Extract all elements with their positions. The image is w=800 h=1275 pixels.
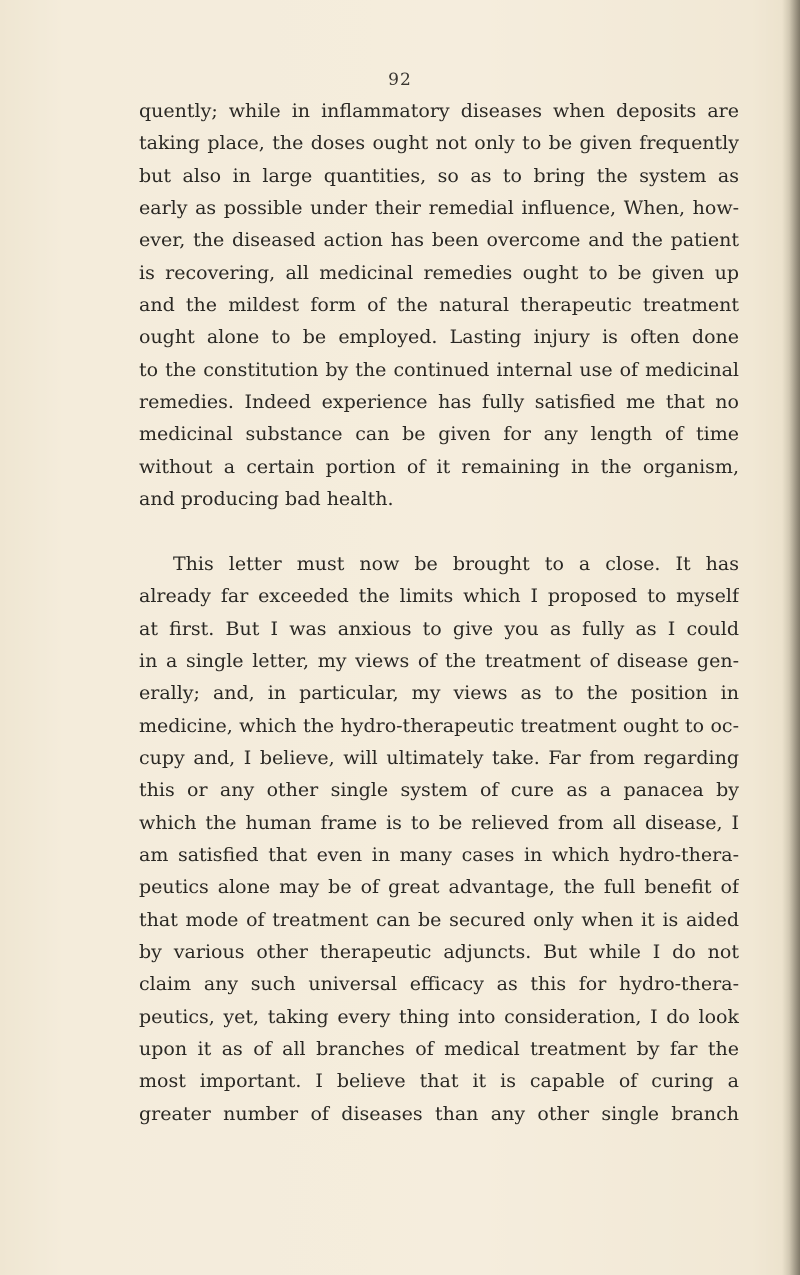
text-line: is recovering, all medicinal remedies ought to be given up — [139, 261, 739, 284]
text-line: without a certain portion of it remaining in the organism, — [139, 455, 739, 478]
text-line: medicine, which the hydro-therapeutic treatment ought to oc- — [139, 714, 739, 737]
page-number: 92 — [388, 70, 412, 90]
text-line: medicinal substance can be given for any length of time — [139, 423, 739, 446]
text-line: taking place, the doses ought not only to be given frequently — [139, 132, 739, 155]
text-line: at first. But I was anxious to give you as fully as I could — [139, 617, 739, 640]
text-line: quently; while in inflammatory diseases when deposits are — [139, 100, 739, 122]
text-line: this or any other single system of cure as a panacea by — [139, 779, 739, 802]
text-line: peutics, yet, taking every thing into consideration, I do look — [139, 1005, 739, 1028]
text-line: early as possible under their remedial influence, When, how- — [139, 197, 739, 220]
text-line: claim any such universal efficacy as this for hydro-thera- — [139, 973, 739, 996]
text-line: peutics alone may be of great advantage, the full benefit of — [139, 876, 739, 899]
text-line: already far exceeded the limits which I proposed to myself — [139, 585, 739, 608]
text-line: and producing bad health. — [139, 488, 394, 511]
text-line: remedies. Indeed experience has fully satisfied me that no — [139, 391, 739, 414]
text-line: upon it as of all branches of medical treatment by far the — [139, 1037, 739, 1060]
text-line: ought alone to be employed. Lasting injury is often done — [139, 326, 739, 349]
page-edge-shadow — [782, 0, 800, 1275]
text-line: greater number of diseases than any other single branch — [139, 1102, 739, 1125]
text-line: in a single letter, my views of the treatment of disease gen- — [139, 649, 739, 672]
paragraph-gap — [139, 515, 739, 547]
text-line: most important. I believe that it is capable of curing a — [139, 1070, 739, 1093]
text-line: and the mildest form of the natural therapeutic treatment — [139, 294, 739, 317]
text-line: to the constitution by the continued internal use of medicinal — [139, 358, 739, 381]
text-line: which the human frame is to be relieved from all disease, I — [139, 811, 739, 834]
body-text — [139, 95, 739, 1130]
text-line: This letter must now be brought to a close. It has — [173, 552, 739, 575]
text-line: that mode of treatment can be secured only when it is aided — [139, 908, 739, 931]
text-line: cupy and, I believe, will ultimately take. Far from regarding — [139, 746, 739, 769]
text-line: by various other therapeutic adjuncts. But while I do not — [139, 940, 739, 963]
text-line: but also in large quantities, so as to bring the system as — [139, 164, 739, 187]
text-line: erally; and, in particular, my views as to the position in — [139, 682, 739, 705]
text-line: am satisfied that even in many cases in which hydro-thera- — [139, 843, 739, 866]
text-line: ever, the diseased action has been overcome and the patient — [139, 229, 739, 252]
